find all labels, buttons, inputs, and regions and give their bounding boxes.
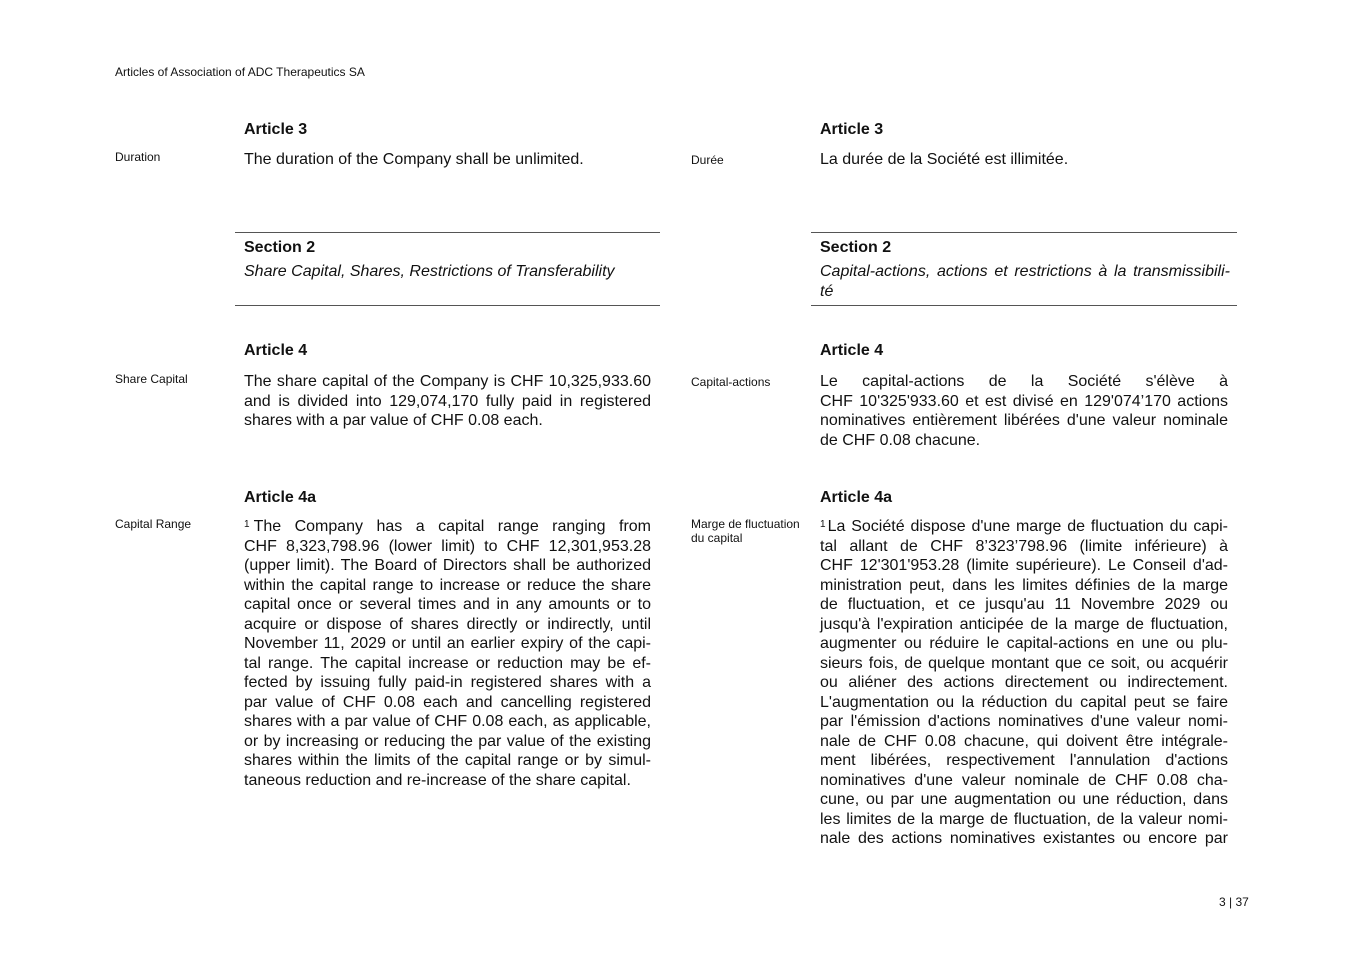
- article-4a-en-line: acquire or dispose of shares directly or indirectly, until: [244, 615, 651, 633]
- article-3-title-en: Article 3: [244, 121, 308, 138]
- article-4-fr-line: de CHF 0.08 chacune.: [820, 431, 981, 449]
- article-4a-fr-line: de fluctuation, et ce jusqu'au 11 Novembre 2029 ou: [820, 596, 1228, 613]
- article-4a-text-en: [244, 517, 651, 790]
- article-4-text-en: [244, 372, 651, 431]
- article-4a-fr-line: jusqu'à l'expiration anticipée de la marge de fluctuation,: [820, 615, 1228, 633]
- page-number: 3 | 37: [1219, 895, 1249, 909]
- article-4-title-fr: Article 4: [820, 342, 884, 359]
- article-4a-en-line: shares within the limits of the capital range or by simul-: [244, 752, 651, 769]
- article-3-text-fr: La durée de la Société est illimitée.: [820, 151, 1069, 168]
- article-4-fr-line: nominatives entièrement libérées d'une valeur nominale: [820, 412, 1228, 429]
- footnote-marker: 1: [820, 519, 826, 530]
- article-4a-fr-line: ment libérées, respectivement l'annulation d'actions: [820, 752, 1228, 769]
- section-2-top-rule-fr: [811, 232, 1237, 233]
- article-4a-en-line: or by increasing or reducing the par value of the existing: [244, 732, 651, 750]
- margin-label-line: du capital: [691, 531, 743, 545]
- article-4-title-en: Article 4: [244, 342, 308, 359]
- margin-label-duration: Duration: [115, 150, 161, 164]
- article-4-fr-line: CHF 10'325'933.60 et est divisé en 129'074’170 actions: [820, 392, 1228, 410]
- section-2-subtitle-fr: [820, 262, 1230, 302]
- article-4a-en-line: [244, 517, 651, 537]
- article-4-fr-line: Le capital-actions de la Société s'élève à: [820, 373, 1228, 390]
- article-4a-en-line: shares with a par value of CHF 0.08 each, as applicable,: [244, 713, 651, 730]
- article-4a-text-fr: [820, 517, 1228, 849]
- section-2-subtitle-en: Share Capital, Shares, Restrictions of Transferability: [244, 263, 615, 280]
- article-4a-title-fr: Article 4a: [820, 489, 893, 506]
- margin-label-marge-de-fluctuation: [691, 517, 800, 545]
- footnote-marker: 1: [244, 519, 250, 530]
- article-4a-fr-line: tal allant de CHF 8’323’798.96 (limite inférieure) à: [820, 537, 1228, 555]
- article-4a-en-line: capital once or several times and in any amounts or to: [244, 596, 651, 613]
- article-4-text-fr: [820, 372, 1228, 450]
- margin-label-line: Marge de fluctuation: [691, 517, 800, 531]
- article-4a-en-line: fected by issuing fully paid-in registered shares with a: [244, 674, 651, 691]
- section-2-bottom-rule-en: [235, 305, 660, 306]
- section-2-subtitle-fr-line: té: [820, 283, 834, 300]
- article-4a-fr-line: augmenter ou réduire le capital-actions en une ou plu-: [820, 635, 1228, 652]
- article-4a-fr-line-text: La Société dispose d'une marge de fluctuation du capi-: [827, 518, 1228, 535]
- article-4a-fr-line: [820, 517, 1228, 537]
- article-4-en-line: and is divided into 129,074,170 fully paid in registered: [244, 392, 651, 410]
- article-4a-fr-line: nale de CHF 0.08 chacune, qui doivent être intégrale-: [820, 732, 1228, 750]
- article-4a-title-en: Article 4a: [244, 489, 317, 506]
- article-4-en-line: shares with a par value of CHF 0.08 each.: [244, 412, 543, 429]
- margin-label-share-capital: Share Capital: [115, 372, 188, 386]
- article-4a-fr-line: cune, ou par une augmentation ou une réduction, dans: [820, 791, 1228, 808]
- article-4a-en-line: par value of CHF 0.08 each and cancelling registered: [244, 693, 651, 711]
- article-4a-en-line-text: The Company has a capital range ranging from: [253, 518, 651, 535]
- section-2-title-fr: Section 2: [820, 239, 892, 256]
- section-2-subtitle-fr-line: Capital-actions, actions et restrictions à la transmissibili-: [820, 263, 1230, 280]
- article-4a-fr-line: ministration peut, dans les limites définies de la marge: [820, 576, 1228, 594]
- article-4a-en-line: November 11, 2029 or until an earlier expiry of the capi-: [244, 635, 651, 652]
- article-4a-en-line: within the capital range to increase or reduce the share: [244, 576, 651, 594]
- article-4a-fr-line: L'augmentation ou la réduction du capital peut se faire: [820, 693, 1228, 711]
- article-4a-fr-line: par l'émission d'actions nominatives d'une valeur nomi-: [820, 713, 1228, 730]
- section-2-top-rule-en: [235, 232, 660, 233]
- margin-label-duree: Durée: [691, 153, 724, 167]
- article-4a-en-line: (upper limit). The Board of Directors shall be authorized: [244, 557, 651, 574]
- article-4a-fr-line: ou aliéner des actions directement ou indirectement.: [820, 674, 1228, 691]
- document-header: Articles of Association of ADC Therapeutics SA: [115, 65, 365, 79]
- margin-label-capital-actions: Capital-actions: [691, 375, 771, 389]
- article-4a-fr-line: nominatives d'une valeur nominale de CHF 0.08 cha-: [820, 771, 1228, 789]
- section-2-title-en: Section 2: [244, 239, 316, 256]
- article-3-text-en: The duration of the Company shall be unlimited.: [244, 151, 584, 168]
- article-4a-en-line: CHF 8,323,798.96 (lower limit) to CHF 12,301,953.28: [244, 537, 651, 555]
- article-4a-en-line: taneous reduction and re-increase of the share capital.: [244, 771, 631, 789]
- article-4-en-line: The share capital of the Company is CHF 10,325,933.60: [244, 373, 651, 390]
- article-4a-fr-line: nale des actions nominatives existantes ou encore par: [820, 830, 1228, 847]
- article-4a-fr-line: CHF 12'301'953.28 (limite supérieure). Le Conseil d'ad-: [820, 557, 1228, 574]
- margin-label-capital-range: Capital Range: [115, 517, 192, 531]
- article-4a-fr-line: sieurs fois, de quelque montant que ce soit, ou acquérir: [820, 654, 1228, 672]
- article-4a-en-line: tal range. The capital increase or reduction may be ef-: [244, 654, 651, 672]
- article-4a-fr-line: les limites de la marge de fluctuation, de la valeur nomi-: [820, 810, 1228, 828]
- section-2-bottom-rule-fr: [811, 305, 1237, 306]
- article-3-title-fr: Article 3: [820, 121, 884, 138]
